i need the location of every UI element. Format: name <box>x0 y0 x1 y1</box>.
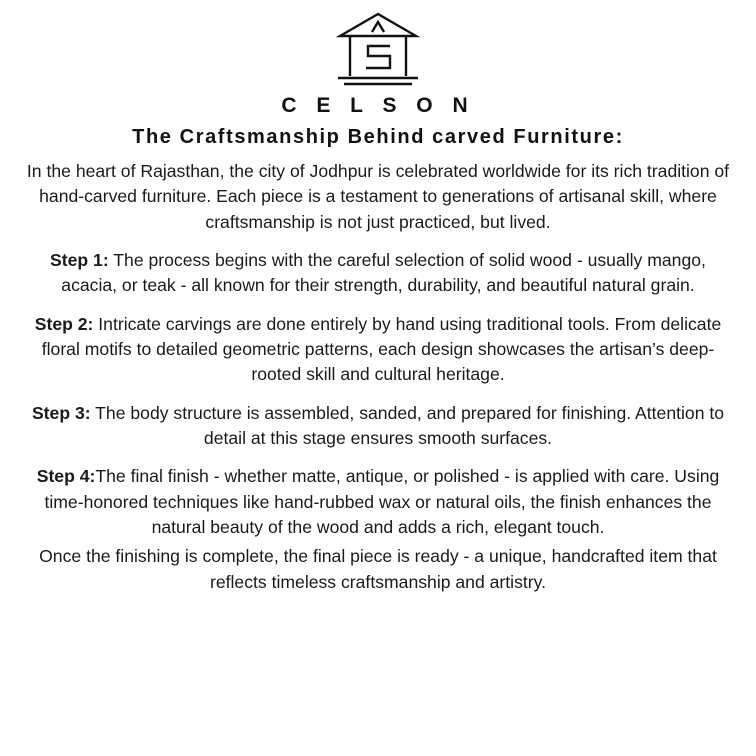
page-title: The Craftsmanship Behind carved Furniture: <box>132 126 624 148</box>
step-3-text: The body structure is assembled, sanded, and prepared for finishing. Attention to detail at this stage ensures smooth surfaces. <box>90 402 725 448</box>
step-4-text: The final finish - whether matte, antique, or polished - is applied with care. Using time-honored techniques like hand-rubbed wax or natural oils, the finish enhances the natural beauty of the wood and adds a rich, elegant touch. <box>44 466 720 537</box>
step-2-text: Intricate carvings are done entirely by hand using traditional tools. From delicate floral motifs to detailed geometric patterns, each design showcases the artisan’s deep-rooted skill and cultural heritage. <box>41 313 722 385</box>
step-4-label: Step 4: <box>36 466 96 487</box>
step-2-label: Step 2: <box>34 313 94 334</box>
intro-paragraph: In the heart of Rajasthan, the city of Jodhpur is celebrated worldwide for its rich tradition of hand-carved furniture. Each piece is a testament to generations of artisanal skill, where craftsmanship is not just practiced, but lived. <box>26 161 730 232</box>
closing-paragraph: Once the finishing is complete, the final piece is ready - a unique, handcrafted item that reflects timeless craftsmanship and artistry. <box>39 546 717 592</box>
step-1-text: The process begins with the careful selection of solid wood - usually mango, acacia, or teak - all known for their strength, durability, and beautiful natural grain. <box>61 249 706 296</box>
step-4-paragraph <box>20 464 736 540</box>
step-1-label: Step 1: <box>50 249 109 270</box>
step-2-paragraph <box>20 312 736 388</box>
step-3-label: Step 3: <box>31 402 91 423</box>
step-1-paragraph <box>20 248 736 299</box>
brand-logo <box>324 10 432 88</box>
step-3-paragraph <box>20 401 736 452</box>
celson-house-monogram-logo <box>324 10 432 88</box>
brand-name: C E L S O N <box>281 94 475 117</box>
